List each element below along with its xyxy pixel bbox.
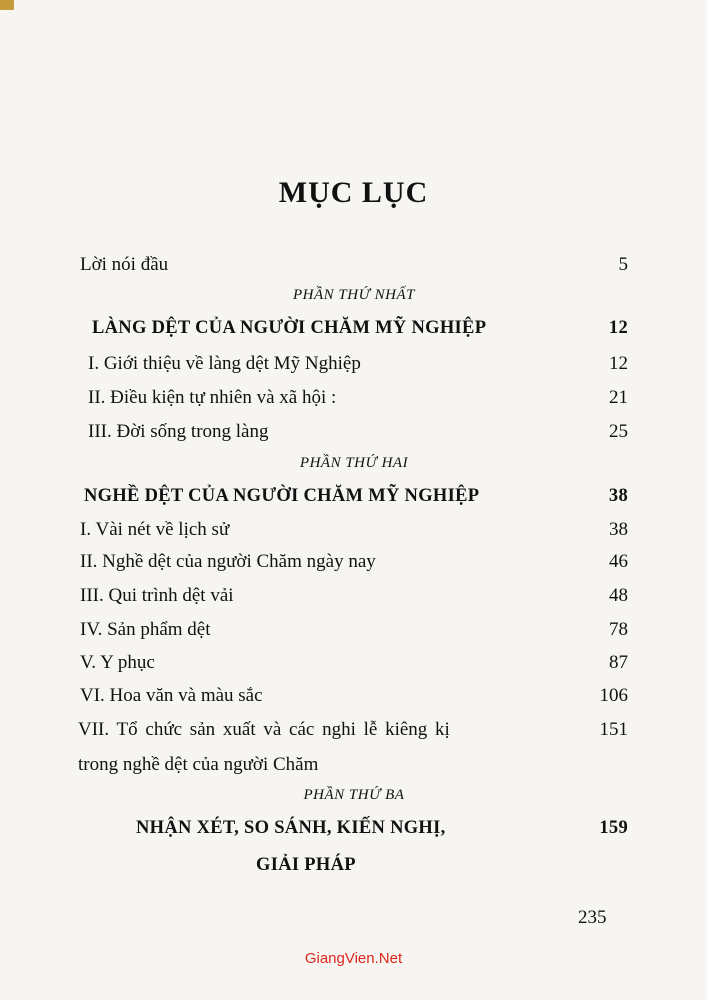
part-heading (80, 787, 628, 817)
toc-entry-page: 159 (599, 818, 628, 838)
watermark-text: GiangVien.Net (304, 950, 403, 967)
toc-entry-label: NGHỀ DỆT CỦA NGƯỜI CHĂM MỸ NGHIỆP (84, 486, 480, 506)
toc-entry-part-title (92, 318, 628, 348)
toc-entry-page: 38 (609, 519, 628, 540)
toc-entry-page: 106 (599, 685, 628, 706)
toc-entry-page: 12 (609, 353, 628, 374)
toc-entry-page: 151 (599, 719, 628, 740)
toc-title: MỤC LỤC (278, 176, 429, 209)
toc-entry (88, 421, 628, 451)
toc-entry-label: II. Nghề dệt của người Chăm ngày nay (80, 551, 376, 572)
toc-entry (80, 551, 628, 581)
toc-entry-label: II. Điều kiện tự nhiên và xã hội : (88, 387, 337, 408)
toc-entry-label: NHẬN XÉT, SO SÁNH, KIẾN NGHỊ, (136, 818, 446, 838)
toc-entry-page: 12 (608, 318, 628, 338)
toc-entry-label: I. Giới thiệu về làng dệt Mỹ Nghiệp (88, 353, 361, 374)
toc-entry (80, 685, 628, 715)
part-heading (80, 287, 628, 317)
toc-entry-label: trong nghề dệt của người Chăm (78, 754, 319, 775)
part-heading (80, 455, 628, 485)
bleed-through-text (560, 96, 564, 113)
toc-entry (80, 585, 628, 615)
part-label: PHẦN THỨ BA (303, 787, 405, 803)
toc-entry (88, 353, 628, 383)
toc-entry (80, 519, 628, 549)
toc-entry-label: III. Đời sống trong làng (88, 421, 269, 442)
toc-entry-part-title (136, 818, 628, 848)
toc-entry-page: 38 (608, 486, 628, 506)
toc-entry-label: I. Vài nét về lịch sử (80, 519, 230, 540)
toc-entry-label: LÀNG DỆT CỦA NGƯỜI CHĂM MỸ NGHIỆP (92, 318, 487, 338)
toc-entry (80, 619, 628, 649)
toc-entry-page: 46 (609, 551, 628, 572)
toc-entry-page: 48 (609, 585, 628, 606)
toc-entry-label: V. Y phục (80, 652, 155, 673)
toc-entry-page: 5 (618, 254, 628, 275)
toc-entry-label: VII. Tổ chức sản xuất và các nghi lễ kiêng kị (78, 719, 450, 740)
toc-entry (88, 387, 628, 417)
toc-entry-page: 21 (609, 387, 628, 408)
toc-entry-page: 25 (609, 421, 628, 442)
part-label: PHẦN THỨ HAI (299, 455, 409, 471)
page-number: 235 (578, 907, 607, 928)
toc-entry-label: VI. Hoa văn và màu sắc (80, 685, 263, 706)
toc-entry-continuation (78, 754, 628, 784)
toc-entry-page: 78 (609, 619, 628, 640)
toc-entry-page: 87 (609, 652, 628, 673)
part-label: PHẦN THỨ NHẤT (293, 287, 415, 303)
toc-entry-label: III. Qui trình dệt vải (80, 585, 234, 606)
toc-entry-label: Lời nói đầu (80, 254, 169, 275)
toc-entry-part-title (84, 486, 628, 516)
toc-entry (80, 652, 628, 682)
toc-entry-label: IV. Sản phẩm dệt (80, 619, 211, 640)
toc-entry (78, 719, 628, 749)
toc-entry-part-title-continuation (80, 855, 628, 885)
toc-entry-label: GIẢI PHÁP (256, 855, 356, 875)
page-corner-mark (0, 0, 14, 10)
toc-entry-preface (80, 254, 628, 284)
